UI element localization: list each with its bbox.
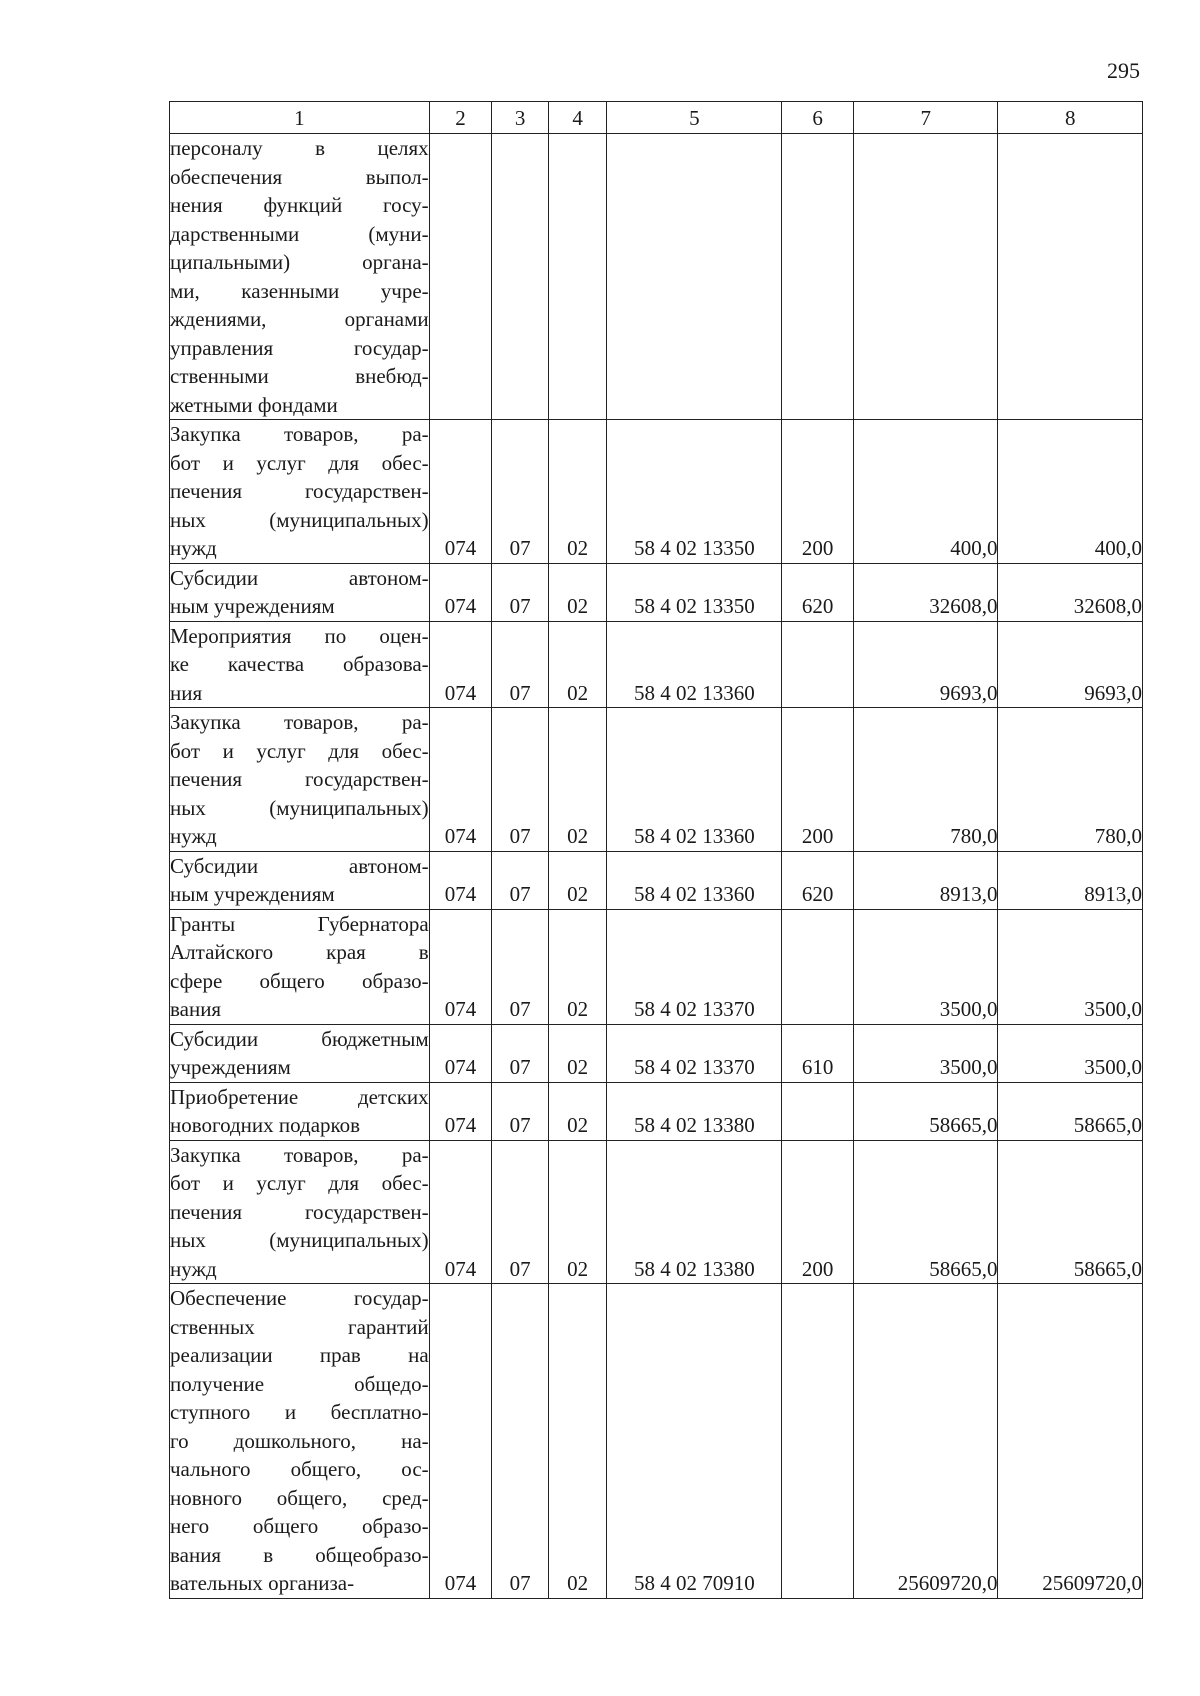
row-description [170,134,430,420]
description-line: Субсидии автоном- [170,853,429,878]
description-line: жетными фондами [170,392,338,417]
table-row [170,420,1143,564]
target-article-code: 58 4 02 13370 [607,1024,782,1082]
description-line: новогодних подарков [170,1113,361,1137]
row-description [170,1140,430,1284]
description-line: нужд [170,536,217,560]
amount-year-2: 8913,0 [998,851,1143,909]
description-line: вания [170,997,222,1021]
ministry-code: 074 [429,1024,492,1082]
amount-year-1: 780,0 [853,708,997,852]
target-article-code: 58 4 02 13350 [607,563,782,621]
table-row [170,1284,1143,1599]
description-line: нужд [170,1256,217,1281]
amount-year-2: 3500,0 [998,909,1143,1024]
target-article-code: 58 4 02 13360 [607,708,782,852]
description-line: ступного и бесплатно- [170,1400,429,1424]
amount-year-1: 3500,0 [853,1024,997,1082]
description-line: персоналу в целях [170,136,429,160]
description-line: печения государствен- [170,479,429,503]
ministry-code: 074 [429,1140,492,1284]
expense-type-code: 200 [782,708,854,852]
ministry-code: 074 [429,1284,492,1599]
amount-year-2: 400,0 [998,420,1143,564]
row-description [170,1024,430,1082]
description-line: дарственными (муни- [170,221,429,246]
description-line: го дошкольного, на- [170,1428,429,1453]
subsection-code [548,134,607,420]
row-description [170,1284,430,1599]
row-description [170,1082,430,1140]
description-line: Алтайского края в [170,940,429,964]
row-description [170,420,430,564]
subsection-code: 02 [548,1284,607,1599]
expense-type-code: 620 [782,563,854,621]
table-row [170,1082,1143,1140]
section-code: 07 [492,909,549,1024]
page-number: 295 [1107,58,1140,83]
description-line: вательных организа- [170,1571,355,1595]
subsection-code: 02 [548,563,607,621]
column-header: 3 [492,102,549,134]
description-line: нужд [170,824,217,848]
row-description [170,621,430,708]
budget-table [169,101,1143,1599]
table-row [170,1140,1143,1284]
ministry-code: 074 [429,1082,492,1140]
section-code: 07 [492,851,549,909]
description-line: бот и услуг для обес- [170,450,429,475]
section-code: 07 [492,420,549,564]
subsection-code: 02 [548,909,607,1024]
subsection-code: 02 [548,708,607,852]
expense-type-code [782,1284,854,1599]
description-line: ным учреждениям [170,882,335,906]
table-row [170,134,1143,420]
description-line: ных (муниципальных) [170,1228,429,1252]
amount-year-2 [998,134,1143,420]
table-row [170,563,1143,621]
section-code: 07 [492,1082,549,1140]
section-code: 07 [492,1024,549,1082]
expense-type-code: 200 [782,1140,854,1284]
expense-type-code: 610 [782,1024,854,1082]
row-description [170,563,430,621]
amount-year-2: 9693,0 [998,621,1143,708]
amount-year-1: 58665,0 [853,1082,997,1140]
amount-year-2: 25609720,0 [998,1284,1143,1599]
description-line: Субсидии бюджетным [170,1026,429,1051]
table-row [170,1024,1143,1082]
amount-year-2: 58665,0 [998,1082,1143,1140]
description-line: ке качества образова- [170,652,429,676]
description-line: Закупка товаров, ра- [170,710,429,734]
ministry-code: 074 [429,621,492,708]
expense-type-code: 620 [782,851,854,909]
section-code: 07 [492,563,549,621]
column-header: 8 [998,102,1143,134]
ministry-code: 074 [429,708,492,852]
description-line: печения государствен- [170,767,429,791]
section-code [492,134,549,420]
table-row [170,851,1143,909]
description-line: вания в общеобразо- [170,1542,429,1567]
amount-year-1: 400,0 [853,420,997,564]
subsection-code: 02 [548,1082,607,1140]
description-line: реализации прав на [170,1343,429,1367]
subsection-code: 02 [548,420,607,564]
column-header: 2 [429,102,492,134]
description-line: Субсидии автоном- [170,565,429,590]
expense-type-code [782,134,854,420]
description-line: бот и услуг для обес- [170,738,429,763]
description-line: бот и услуг для обес- [170,1171,429,1195]
ministry-code: 074 [429,909,492,1024]
description-line: нения функций госу- [170,193,429,217]
subsection-code: 02 [548,1140,607,1284]
description-line: ми, казенными учре- [170,278,429,303]
amount-year-1: 3500,0 [853,909,997,1024]
row-description [170,851,430,909]
amount-year-1 [853,134,997,420]
section-code: 07 [492,1140,549,1284]
subsection-code: 02 [548,1024,607,1082]
target-article-code: 58 4 02 70910 [607,1284,782,1599]
description-line: Гранты Губернатора [170,911,429,936]
row-description [170,708,430,852]
target-article-code: 58 4 02 13380 [607,1140,782,1284]
row-description [170,909,430,1024]
description-line: управления государ- [170,335,429,360]
description-line: ния [170,680,203,705]
description-line: чального общего, ос- [170,1457,429,1481]
target-article-code: 58 4 02 13360 [607,851,782,909]
description-line: ципальными) органа- [170,250,429,274]
target-article-code: 58 4 02 13380 [607,1082,782,1140]
amount-year-2: 780,0 [998,708,1143,852]
ministry-code: 074 [429,563,492,621]
description-line: получение общедо- [170,1371,429,1396]
expense-type-code [782,909,854,1024]
table-row [170,909,1143,1024]
description-line: ным учреждениям [170,594,335,618]
amount-year-1: 9693,0 [853,621,997,708]
description-line: ственными внебюд- [170,364,429,388]
subsection-code: 02 [548,621,607,708]
description-line: ственных гарантий [170,1314,429,1339]
column-header: 7 [853,102,997,134]
description-line: обеспечения выпол- [170,164,429,189]
column-header: 5 [607,102,782,134]
column-header: 1 [170,102,430,134]
description-line: ных (муниципальных) [170,795,429,820]
amount-year-2: 58665,0 [998,1140,1143,1284]
description-line: Приобретение детских [170,1084,429,1109]
expense-type-code [782,1082,854,1140]
subsection-code: 02 [548,851,607,909]
amount-year-1: 25609720,0 [853,1284,997,1599]
target-article-code [607,134,782,420]
description-line: ждениями, органами [170,307,429,331]
section-code: 07 [492,621,549,708]
description-line: печения государствен- [170,1199,429,1224]
section-code: 07 [492,1284,549,1599]
amount-year-1: 58665,0 [853,1140,997,1284]
amount-year-1: 8913,0 [853,851,997,909]
table-header-row [170,102,1143,134]
column-header: 4 [548,102,607,134]
ministry-code: 074 [429,851,492,909]
table-row [170,708,1143,852]
description-line: учреждениям [170,1055,291,1079]
description-line: ных (муниципальных) [170,507,429,532]
column-header: 6 [782,102,854,134]
target-article-code: 58 4 02 13350 [607,420,782,564]
target-article-code: 58 4 02 13360 [607,621,782,708]
amount-year-1: 32608,0 [853,563,997,621]
target-article-code: 58 4 02 13370 [607,909,782,1024]
description-line: Закупка товаров, ра- [170,1142,429,1167]
expense-type-code [782,621,854,708]
section-code: 07 [492,708,549,852]
table-row [170,621,1143,708]
description-line: сфере общего образо- [170,968,429,993]
ministry-code: 074 [429,420,492,564]
expense-type-code: 200 [782,420,854,564]
description-line: новного общего, сред- [170,1485,429,1510]
description-line: Закупка товаров, ра- [170,422,429,446]
amount-year-2: 3500,0 [998,1024,1143,1082]
ministry-code [429,134,492,420]
description-line: Обеспечение государ- [170,1286,429,1310]
amount-year-2: 32608,0 [998,563,1143,621]
description-line: Мероприятия по оцен- [170,623,429,648]
description-line: него общего образо- [170,1514,429,1538]
